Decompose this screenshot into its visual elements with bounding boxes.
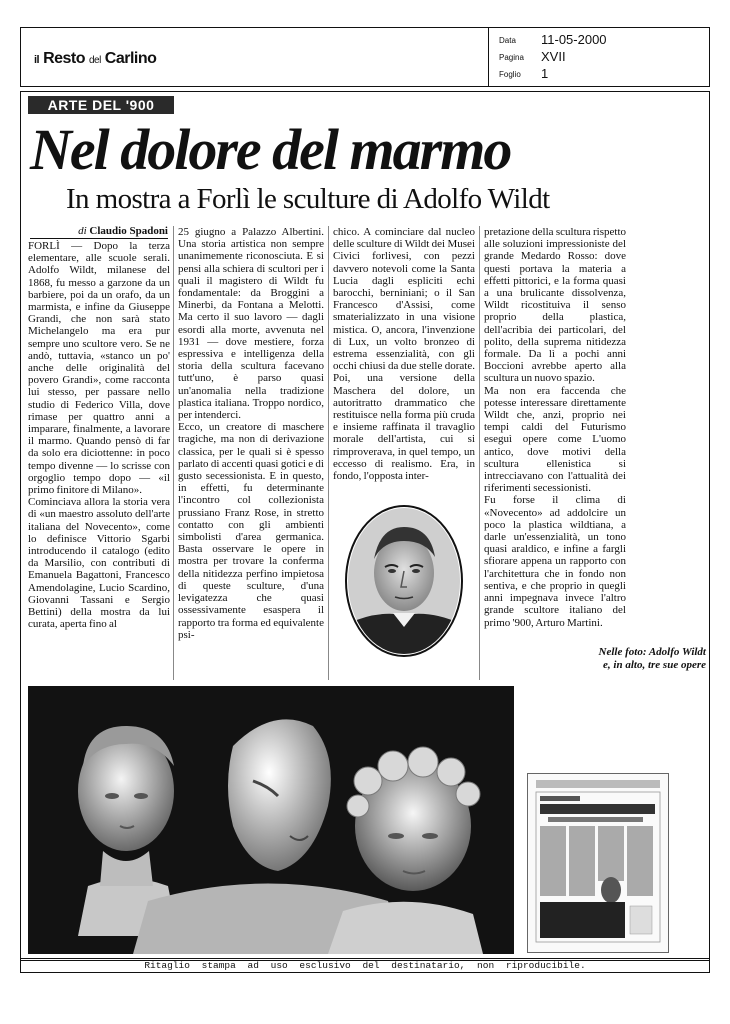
logo-del: del xyxy=(88,55,101,66)
article-column-3 xyxy=(333,226,475,482)
meta-sheet-value: 1 xyxy=(541,66,549,81)
article-column-1 xyxy=(28,240,170,631)
byline xyxy=(30,225,168,239)
meta-sheet-label: Foglio xyxy=(499,70,521,79)
paragraph: Cominciava allora la storia vera di «un maestro assoluto dell'arte italiana del Novecento», come lo definisce Vittorio Sgarbi introducendo il catalogo (edito da Marsilio, con contributi di Emanuela Bagattoni, Francesco Amendolagine, Lucio Scardino, Giovanni Tassani e Sergio Bettini) della mostra da lui curata, aperta fino al xyxy=(28,496,170,631)
byline-prefix: di xyxy=(78,225,87,237)
clipping-meta xyxy=(488,27,710,87)
paragraph: Fu forse il clima di «Novecento» ad addolcire un poco la plastica wildtiana, a darle un'essenzialità, un tono quasi araldico, e infine a fargli sfiorare appena un rapporto con l'architettura che in fondo non sentiva, e che proprio in quegli anni impegnava invece l'altro grande scultore italiano del primo '900, Arturo Martini. xyxy=(484,494,626,629)
paragraph: FORLÌ — Dopo la terza elementare, alle scuole serali. Adolfo Wildt, milanese del 1868, fu messo a garzone da un barbiere, poi da un orafo, da un marmista, e infine da Giuseppe Grandi, che non sarà stato Michelangelo ma era pur sempre uno scultore vero. Se ne andò, tuttavia, «stanco un po' anche delle originalità del povero Grandi», come racconta lui stesso, per passare nello studio di Federico Villa, dove rimase per quattro anni a imparare, finalmente, a lavorare il marmo. Quando pensò di far da solo era diciottenne: in poco tempo divenne — lo scrisse con orgoglio tempo dopo — «il primo finitore di Milano». xyxy=(28,240,170,497)
meta-page-label: Pagina xyxy=(499,53,524,62)
column-divider xyxy=(173,226,174,680)
byline-author: Claudio Spadoni xyxy=(89,225,168,237)
newspaper-logo xyxy=(34,50,156,68)
paragraph: chico. A cominciare dal nucleo delle sculture di Wildt dei Musei Civici forlivesi, con pezzi davvero notevoli come la Santa Lucia dagli espliciti echi barocchi, berniniani; o il San Francesco d'Assisi, come smaterializzato in una visione mistica. O, ancora, l'invenzione di Lux, un volto bronzeo di estrema essenzialità, con gli occhi chiusi da due stelle dorate. Poi, una versione della Maschera del dolore, un autoritratto drammatico che restituisce nella forma più cruda e insieme raffinata il travaglio morale dell'artista, cui si rimproverava, in quel tempo, un eccesso di realismo. Era, in fondo, l'opposta inter- xyxy=(333,226,475,483)
subheadline: In mostra a Forlì le sculture di Adolfo Wildt xyxy=(66,183,550,215)
clipping-thumbnail xyxy=(527,773,669,953)
paragraph: pretazione della scultura rispetto alle soluzioni impressioniste del grande Medardo Rosso: dove questi portava la materia a effetti pittorici, e la forma quasi a una brulicante dissolvenza, Wildt ricostituiva il senso proprio della plastica, dell'acribia dei particolari, del polito, della suprema nitidezza formale. Da lì a pochi anni Boccioni avrebbe aperto alla scultura un nuovo spazio. xyxy=(484,226,626,385)
article-column-2 xyxy=(178,226,324,641)
paragraph: Ecco, un creatore di maschere tragiche, ma non di derivazione classica, per le quali si è spesso parlato di accenti quasi gotici e di gusto secessionista. E in questo, in effetti, fu determinante l'incontro col collezionista prussiano Franz Rose, in stretto contatto con gli ambienti simbolisti d'area germanica. Basta osservare le opere in mostra per trovare la conferma della nitidezza perfino impietosa di queste sculture, d'una levigatezza che quasi ossessivamente esaspera il rapporto tra forma ed equivalente psi- xyxy=(178,421,324,641)
paragraph: 25 giugno a Palazzo Albertini. Una storia artistica non sempre unanimemente riconosciuta. E si pensi alla schiera di scultori per i quali il magistero di Wildt fu fondamentale: da Broggini a Minerbi, da Fontana a Melotti. Ma certo il suo lavoro — dagli esordi alla morte, avvenuta nel 1931 — dove mestiere, forza espressiva e intelligenza della storia della scultura facevano tutt'uno, è parso quasi un'anomalia nella tradizione plastica italiana. Troppo nordico, per intenderci. xyxy=(178,226,324,422)
logo-il: il xyxy=(34,54,40,66)
meta-date-label: Data xyxy=(499,36,516,45)
photo-caption xyxy=(548,646,706,672)
caption-line-1: Nelle foto: Adolfo Wildt xyxy=(598,646,706,658)
meta-date-value: 11-05-2000 xyxy=(541,32,607,47)
column-divider xyxy=(479,226,480,680)
sculptures-photo xyxy=(28,686,514,954)
reproduction-notice: Ritaglio stampa ad uso esclusivo del destinatario, non riproducibile. xyxy=(20,958,710,973)
logo-resto: Resto xyxy=(43,50,86,67)
paragraph: Ma non era faccenda che potesse interessare direttamente Wildt che, anzi, proprio nei tempi caldi del Futurismo eseguì opere come L'uomo antico, dove motivi della scultura ellenistica si intrecciavano con l'attualità dei riferimenti secessionisti. xyxy=(484,384,626,495)
article-column-4 xyxy=(484,226,626,629)
column-divider xyxy=(328,226,329,680)
portrait-photo xyxy=(345,505,463,657)
logo-carlino: Carlino xyxy=(104,50,157,67)
meta-page-value: XVII xyxy=(541,49,566,64)
headline: Nel dolore del marmo xyxy=(30,117,511,182)
caption-line-2: e, in alto, tre sue opere xyxy=(603,659,706,671)
section-kicker: ARTE DEL '900 xyxy=(28,96,174,114)
